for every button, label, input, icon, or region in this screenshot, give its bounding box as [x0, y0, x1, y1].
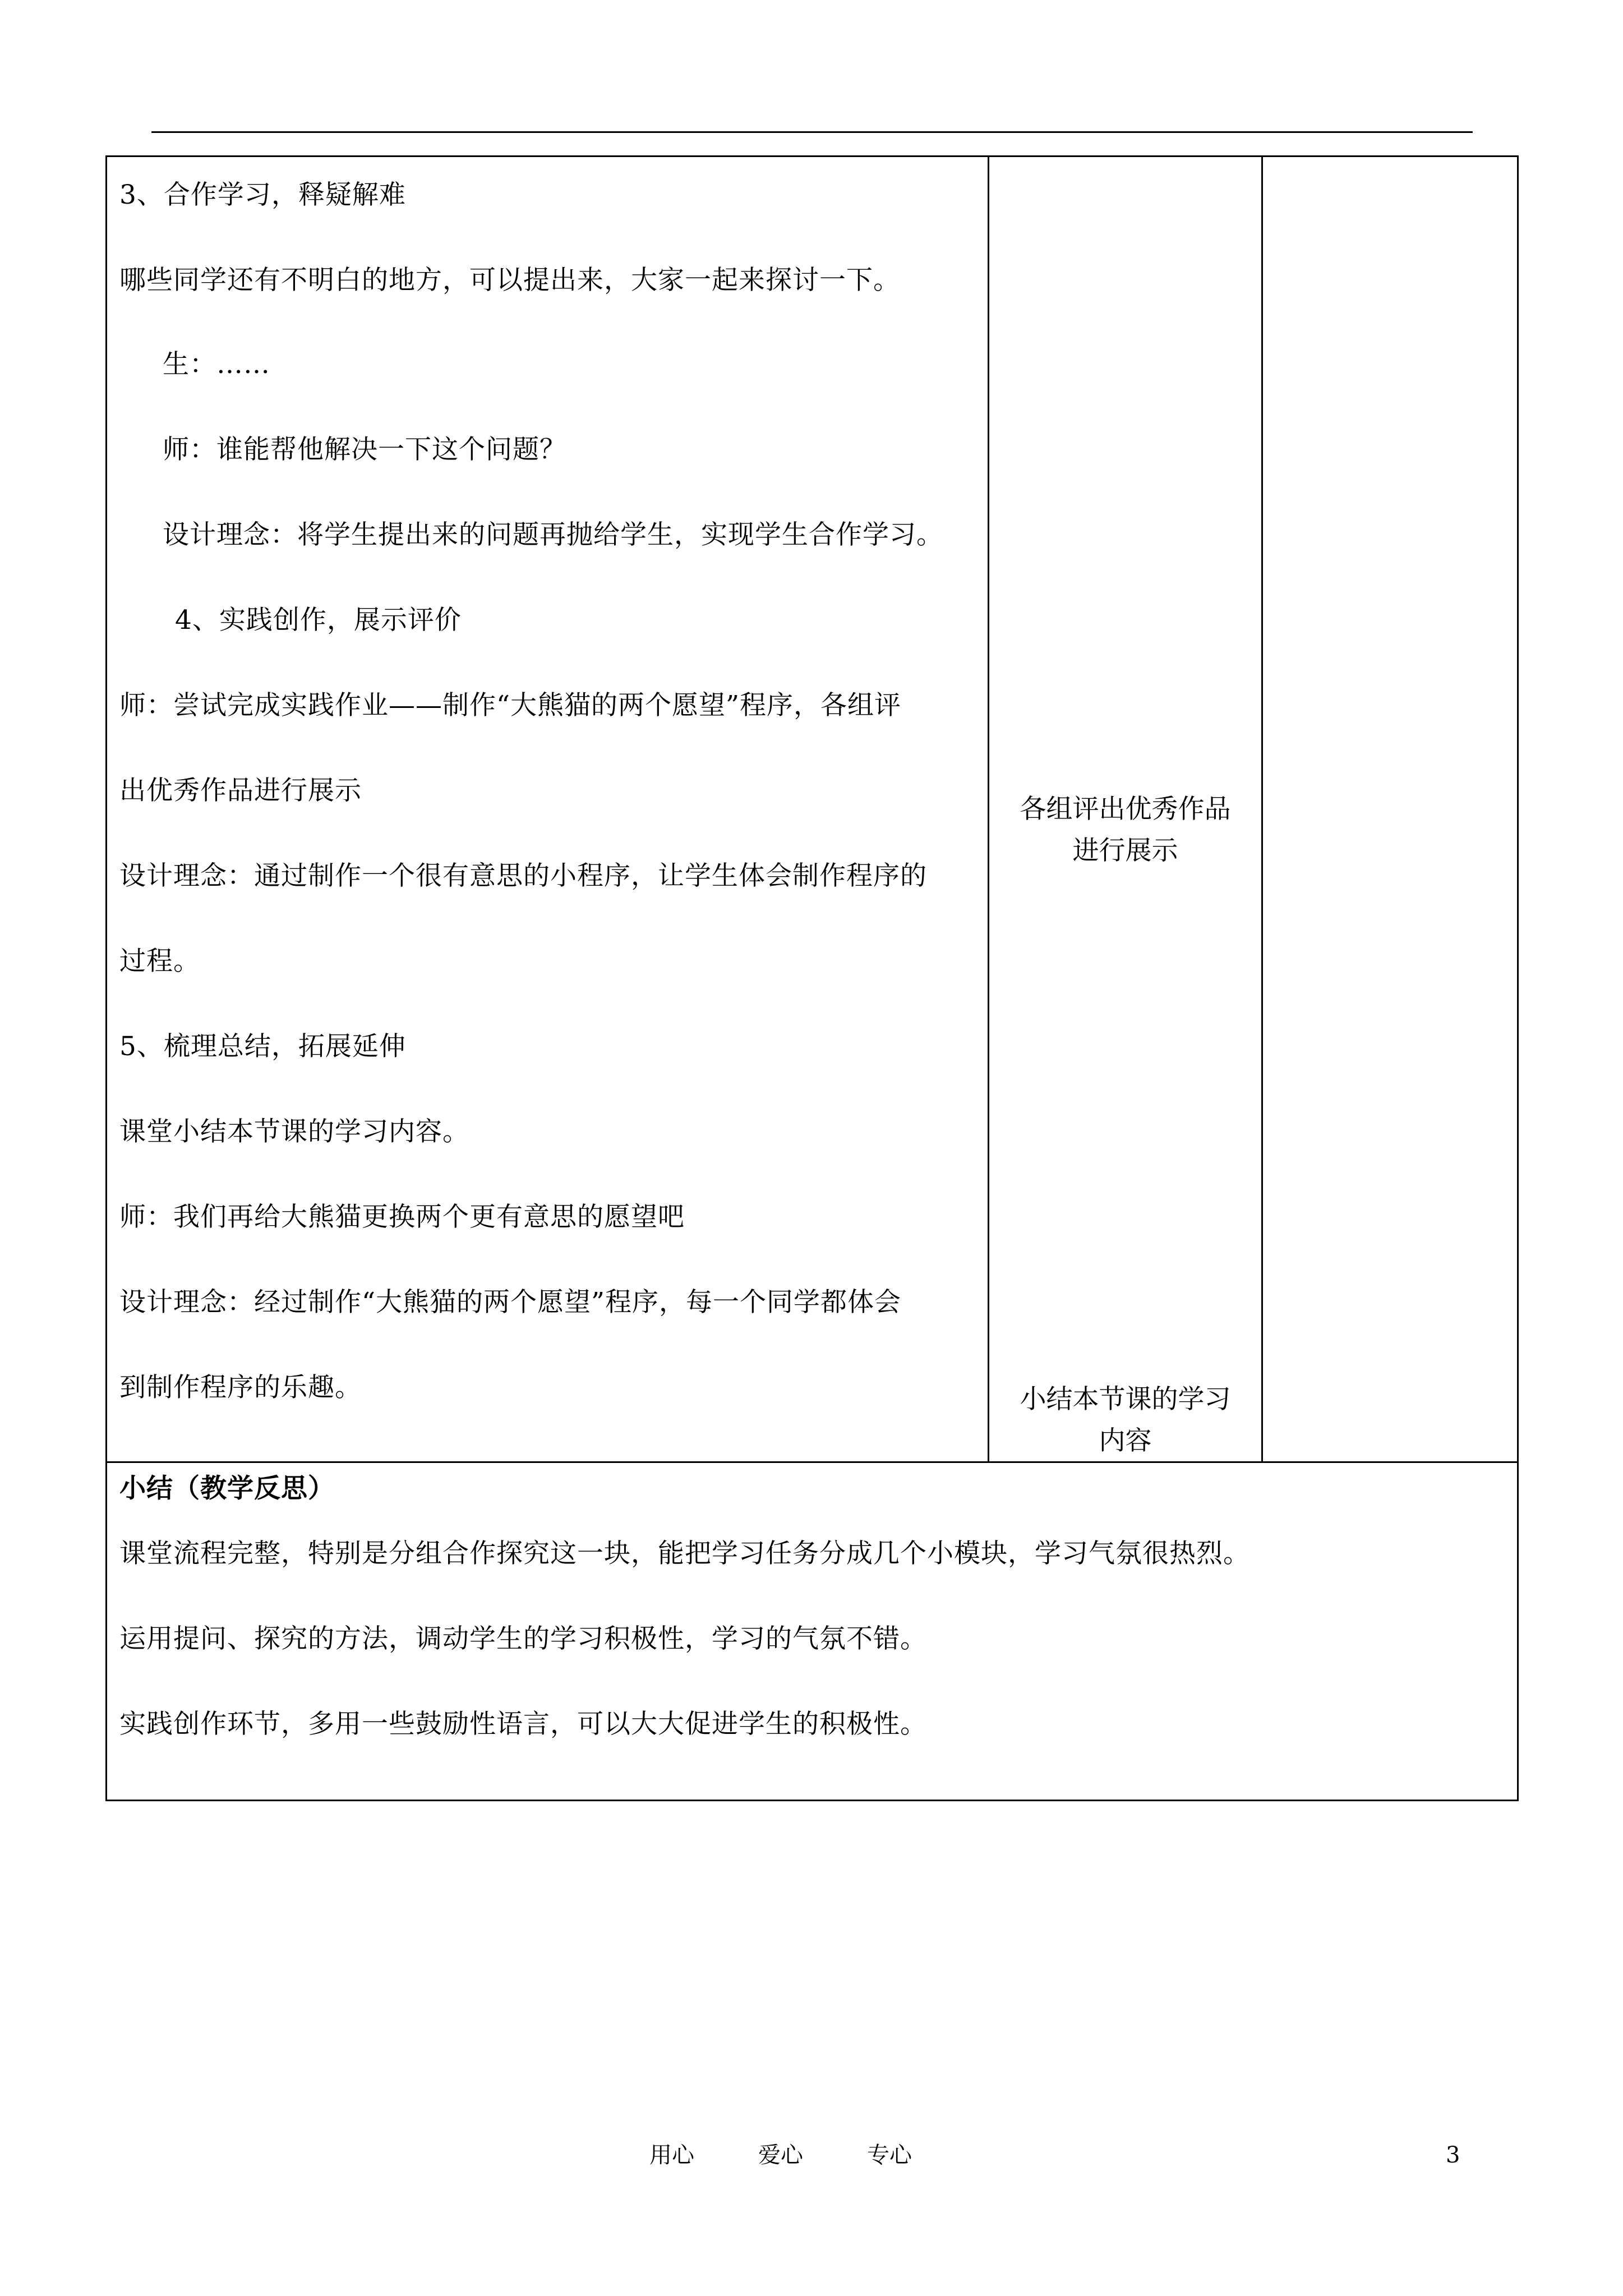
summary-line: 课堂流程完整，特别是分组合作探究这一块，能把学习任务分成几个小模块，学习气氛很热烈。 [119, 1538, 1250, 1569]
student-activity-note [989, 1379, 1261, 1462]
summary-line: 实践创作环节，多用一些鼓励性语言，可以大大促进学生的积极性。 [119, 1709, 927, 1740]
lesson-line: 哪些同学还有不明白的地方，可以提出来，大家一起来探讨一下。 [119, 265, 900, 296]
student-activity-line: 内容 [1099, 1425, 1152, 1456]
column-divider-2 [1261, 155, 1263, 1462]
lesson-line: 课堂小结本节课的学习内容。 [119, 1116, 469, 1147]
student-activity-line: 各组评出优秀作品 [1020, 794, 1231, 825]
lesson-line: 设计理念：经过制作“大熊猫的两个愿望”程序，每一个同学都体会 [119, 1287, 902, 1318]
footer-text: 用心 [649, 2142, 694, 2168]
student-activity-line: 小结本节课的学习 [1020, 1384, 1231, 1415]
summary-line: 运用提问、探究的方法，调动学生的学习积极性，学习的气氛不错。 [119, 1623, 927, 1654]
lesson-line: 过程。 [119, 946, 200, 977]
lesson-line: 师：我们再给大熊猫更换两个更有意思的愿望吧 [119, 1202, 685, 1232]
lesson-line: 出优秀作品进行展示 [119, 775, 362, 806]
header-rule [151, 131, 1473, 133]
footer-text: 专心 [867, 2142, 912, 2168]
student-activity-note [989, 789, 1261, 872]
lesson-line: 生：…… [163, 349, 270, 380]
footer-text: 爱心 [758, 2142, 803, 2168]
lesson-line: 师：尝试完成实践作业——制作“大熊猫的两个愿望”程序，各组评 [119, 690, 902, 721]
lesson-line: 设计理念：将学生提出来的问题再抛给学生，实现学生合作学习。 [163, 519, 943, 550]
page-number: 3 [1446, 2142, 1460, 2168]
lesson-line: 设计理念：通过制作一个很有意思的小程序，让学生体会制作程序的 [119, 861, 927, 891]
summary-heading: 小结（教学反思） [119, 1473, 335, 1504]
row-divider [105, 1461, 1519, 1463]
lesson-line: 4、实践创作，展示评价 [175, 605, 462, 636]
student-activity-line: 进行展示 [1072, 835, 1178, 866]
lesson-line: 5、梳理总结，拓展延伸 [119, 1031, 406, 1062]
lesson-line: 到制作程序的乐趣。 [119, 1372, 362, 1403]
lesson-line: 师：谁能帮他解决一下这个问题？ [163, 434, 566, 465]
lesson-line: 3、合作学习，释疑解难 [119, 180, 406, 210]
